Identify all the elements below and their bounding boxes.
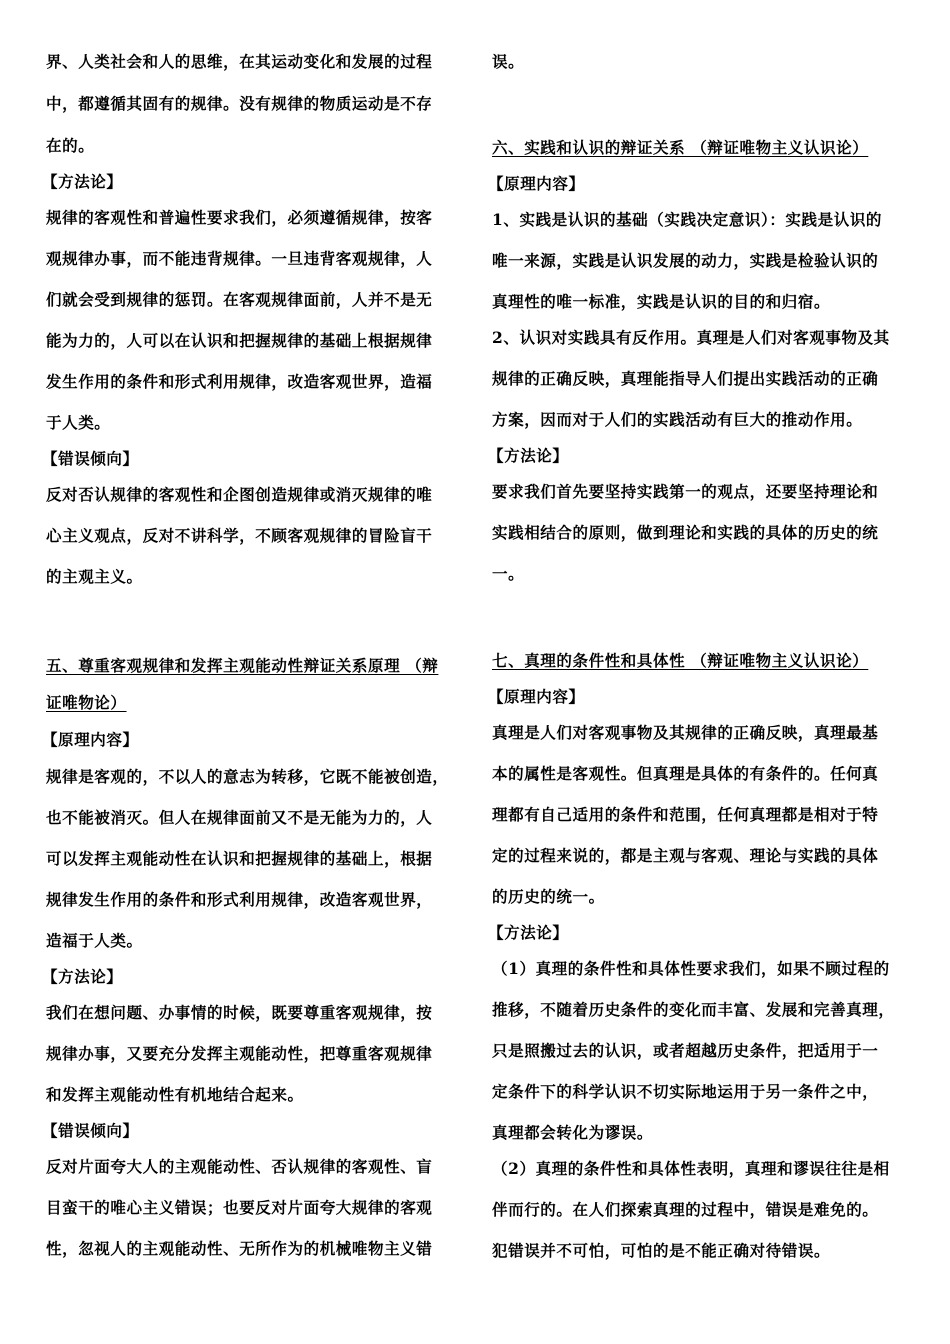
section-heading: 五、尊重客观规律和发挥主观能动性辩证关系原理 （辩	[46, 656, 439, 675]
text-line: 实践相结合的原则，做到理论和实践的具体的历史的统	[492, 523, 879, 542]
text-line: 可以发挥主观能动性在认识和把握规律的基础上，根据	[46, 849, 433, 868]
text-line: 一。	[492, 564, 525, 583]
text-line: 规律是客观的，不以人的意志为转移，它既不能被创造，	[46, 767, 449, 786]
text-line: 推移，不随着历史条件的变化而丰富、发展和完善真理，	[492, 1000, 895, 1019]
text-line: （2）真理的条件性和具体性表明，真理和谬误往往是相	[492, 1159, 890, 1178]
section-label: 【原理内容】	[488, 174, 585, 193]
text-line: 1、实践是认识的基础（实践决定意识）：实践是认识的	[492, 210, 883, 229]
section-label: 【方法论】	[488, 446, 569, 465]
text-line: 观规律办事，而不能违背规律。一旦违背客观规律，人	[46, 249, 433, 268]
text-line: （1）真理的条件性和具体性要求我们，如果不顾过程的	[492, 959, 890, 978]
text-line: 在的。	[46, 136, 95, 155]
text-line: 我们在想问题、办事情的时候，既要尊重客观规律，按	[46, 1003, 433, 1022]
text-line: 理都有自己适用的条件和范围，任何真理都是相对于特	[492, 805, 879, 824]
section-heading: 七、真理的条件性和具体性 （辩证唯物主义认识论）	[492, 651, 869, 670]
text-line: 误。	[492, 52, 525, 71]
text-line: 于人类。	[46, 413, 111, 432]
section-label: 【方法论】	[488, 923, 569, 942]
section-label: 【方法论】	[42, 967, 123, 986]
text-line: 唯一来源，实践是认识发展的动力，实践是检验认识的	[492, 251, 879, 270]
text-line: 规律发生作用的条件和形式利用规律，改造客观世界，	[46, 890, 433, 909]
text-line: 造福于人类。	[46, 931, 143, 950]
text-line: 性，忽视人的主观能动性、无所作为的机械唯物主义错	[46, 1239, 433, 1258]
text-line: 反对片面夸大人的主观能动性、否认规律的客观性、盲	[46, 1157, 433, 1176]
text-line: 要求我们首先要坚持实践第一的观点，还要坚持理论和	[492, 482, 879, 501]
text-line: 的主观主义。	[46, 567, 143, 586]
text-line: 真理都会转化为谬误。	[492, 1123, 654, 1142]
text-line: 反对否认规律的客观性和企图创造规律或消灭规律的唯	[46, 485, 433, 504]
section-heading: 证唯物论）	[46, 693, 127, 712]
text-line: 犯错误并不可怕，可怕的是不能正确对待错误。	[492, 1241, 831, 1260]
text-line: 真理是人们对客观事物及其规律的正确反映，真理最基	[492, 723, 879, 742]
section-label: 【方法论】	[42, 172, 123, 191]
text-line: 规律办事，又要充分发挥主观能动性，把尊重客观规律	[46, 1044, 433, 1063]
section-heading: 六、实践和认识的辩证关系 （辩证唯物主义认识论）	[492, 138, 869, 157]
text-line: 定条件下的科学认识不切实际地运用于另一条件之中，	[492, 1082, 879, 1101]
text-line: 心主义观点，反对不讲科学，不顾客观规律的冒险盲干	[46, 526, 433, 545]
text-line: 伴而行的。在人们探索真理的过程中，错误是难免的。	[492, 1200, 879, 1219]
text-line: 真理性的唯一标准，实践是认识的目的和归宿。	[492, 292, 831, 311]
text-line: 规律的客观性和普遍性要求我们，必须遵循规律，按客	[46, 208, 433, 227]
text-line: 界、人类社会和人的思维，在其运动变化和发展的过程	[46, 52, 433, 71]
text-line: 定的过程来说的，都是主观与客观、理论与实践的具体	[492, 846, 879, 865]
text-line: 和发挥主观能动性有机地结合起来。	[46, 1085, 304, 1104]
text-line: 目蛮干的唯心主义错误；也要反对片面夸大规律的客观	[46, 1198, 433, 1217]
section-label: 【原理内容】	[42, 730, 139, 749]
section-label: 【错误倾向】	[42, 1121, 139, 1140]
text-line: 方案，因而对于人们的实践活动有巨大的推动作用。	[492, 410, 863, 429]
text-line: 们就会受到规律的惩罚。在客观规律面前，人并不是无	[46, 290, 433, 309]
text-line: 的历史的统一。	[492, 887, 605, 906]
text-line: 也不能被消灭。但人在规律面前又不是无能为力的，人	[46, 808, 433, 827]
text-line: 能为力的，人可以在认识和把握规律的基础上根据规律	[46, 331, 433, 350]
text-line: 只是照搬过去的认识，或者超越历史条件，把适用于一	[492, 1041, 879, 1060]
section-label: 【原理内容】	[488, 687, 585, 706]
text-line: 2、认识对实践具有反作用。真理是人们对客观事物及其	[492, 328, 890, 347]
text-line: 规律的正确反映，真理能指导人们提出实践活动的正确	[492, 369, 879, 388]
section-label: 【错误倾向】	[42, 449, 139, 468]
text-line: 发生作用的条件和形式利用规律，改造客观世界，造福	[46, 372, 433, 391]
text-line: 本的属性是客观性。但真理是具体的有条件的。任何真	[492, 764, 879, 783]
text-line: 中，都遵循其固有的规律。没有规律的物质运动是不存	[46, 94, 433, 113]
